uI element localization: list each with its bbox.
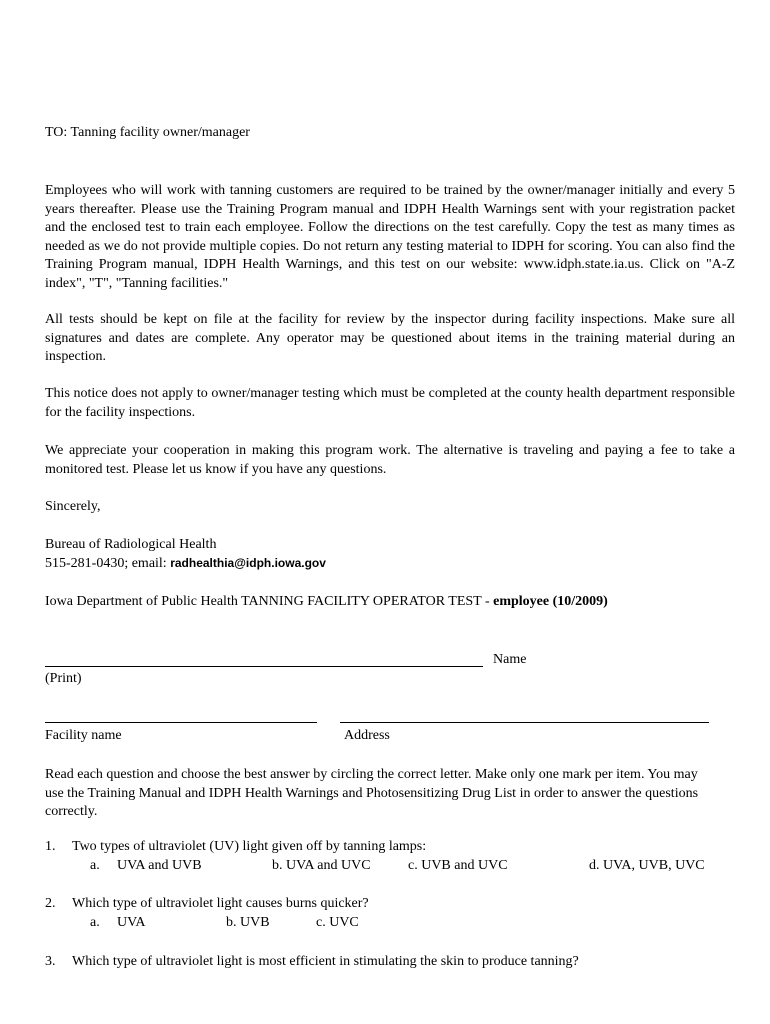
paragraph-text: We appreciate your cooperation in making this program work. The alternative is traveling and paying a fee to take a monitored test. Please let us know if you have any questions. [45,443,735,477]
address-field-line[interactable] [340,722,709,723]
question-text: Which type of ultraviolet light is most efficient in stimulating the skin to produce tanning? [72,954,579,969]
closing-sincerely: Sincerely, [45,499,101,514]
closing-contact [45,556,326,572]
question-option[interactable]: UVA and UVB [117,858,202,873]
question-number: 3. [45,954,56,969]
question-option-letter: a. [90,858,100,873]
question-option[interactable]: UVA [117,915,146,930]
memo-to-line: TO: Tanning facility owner/manager [45,125,250,140]
paragraph-text: This notice does not apply to owner/manager testing which must be completed at the county health department responsible for the facility inspections. [45,386,735,420]
facility-name-field-line[interactable] [45,722,317,723]
print-label: (Print) [45,671,82,686]
paragraph-owner-exemption [45,385,735,422]
name-field-line[interactable] [45,666,483,667]
instructions-text: Read each question and choose the best answer by circling the correct letter. Make only one mark per item. You may use the Training Manual and IDPH Health Warnings and Photosensitizing Drug List in order to answer the questions correctly. [45,767,699,820]
closing-email-link[interactable]: radhealthia@idph.iowa.gov [170,556,326,570]
facility-name-label: Facility name [45,728,122,743]
question-option[interactable]: c. UVB and UVC [408,858,508,873]
test-title-main: Iowa Department of Public Health TANNING FACILITY OPERATOR TEST - [45,594,494,609]
address-label: Address [344,728,390,743]
test-title [45,594,608,610]
test-title-bold: employee (10/2009) [493,594,608,609]
question-option-letter: a. [90,915,100,930]
question-option[interactable]: b. UVB [226,915,270,930]
name-label: Name [493,652,527,667]
question-option[interactable]: b. UVA and UVC [272,858,371,873]
paragraph-test-records [45,311,735,367]
question-number: 1. [45,839,56,854]
question-text: Two types of ultraviolet (UV) light given off by tanning lamps: [72,839,427,854]
paragraph-text: Employees who will work with tanning customers are required to be trained by the owner/manager initially and every 5 years thereafter. Please use the Training Program manual and IDPH Health Warnings sent with your registration packet and the enclosed test to train each employee. Follow the directions on the test carefully. Copy the test as many times as needed as we do not provide multiple copies. Do not return any testing material to IDPH for scoring. You can also find the Training Program manual, IDPH Health Warnings, and this test on our website: www.idph.state.ia.us. Click on "A-Z index", "T", "Tanning facilities." [45,183,735,291]
paragraph-training-requirement [45,182,735,294]
closing-bureau: Bureau of Radiological Health [45,537,217,552]
question-text: Which type of ultraviolet light causes burns quicker? [72,896,369,911]
paragraph-appreciation [45,442,735,479]
question-option[interactable]: d. UVA, UVB, UVC [589,858,705,873]
test-instructions [45,766,715,822]
question-option[interactable]: c. UVC [316,915,359,930]
paragraph-text: All tests should be kept on file at the facility for review by the inspector during facility inspections. Make sure all signatures and dates are complete. Any operator may be questioned about items in the training material during an inspection. [45,312,735,365]
question-number: 2. [45,896,56,911]
closing-phone: 515-281-0430; email: [45,556,171,571]
